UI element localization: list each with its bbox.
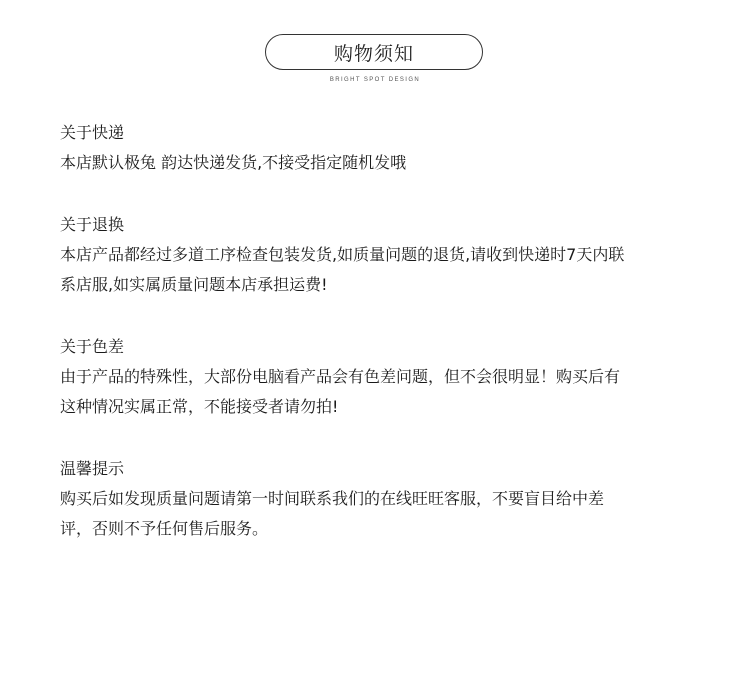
section-body: [60, 484, 700, 544]
section-body: [60, 240, 700, 300]
notice-content: [60, 118, 700, 576]
page-header: [0, 0, 750, 100]
brand-subtitle: BRIGHT SPOT DESIGN: [329, 77, 421, 83]
section-title: 关于色差: [60, 337, 125, 356]
section-title: 关于快递: [60, 123, 125, 142]
section-line: 本店默认极兔 韵达快递发货,不接受指定随机发哦: [60, 153, 407, 172]
section-line: 系店服,如实属质量问题本店承担运费!: [60, 275, 328, 294]
section-line: 购买后如发现质量问题请第一时间联系我们的在线旺旺客服，不要盲目给中差: [60, 489, 605, 508]
page-title: 购物须知: [265, 34, 483, 70]
section-title: 温馨提示: [60, 459, 125, 478]
section-line: 本店产品都经过多道工序检查包装发货,如质量问题的退货,请收到快递时7天内联: [60, 245, 625, 264]
section-body: [60, 362, 700, 422]
section-line: 评，否则不予任何售后服务。: [60, 519, 269, 538]
section-tips: [60, 454, 700, 544]
section-color-difference: [60, 332, 700, 422]
section-returns: [60, 210, 700, 300]
section-title: 关于退换: [60, 215, 125, 234]
section-shipping: [60, 118, 700, 178]
section-line: 这种情况实属正常，不能接受者请勿拍!: [60, 397, 339, 416]
section-body: [60, 148, 700, 178]
section-line: 由于产品的特殊性，大部份电脑看产品会有色差问题，但不会很明显！购买后有: [60, 367, 621, 386]
